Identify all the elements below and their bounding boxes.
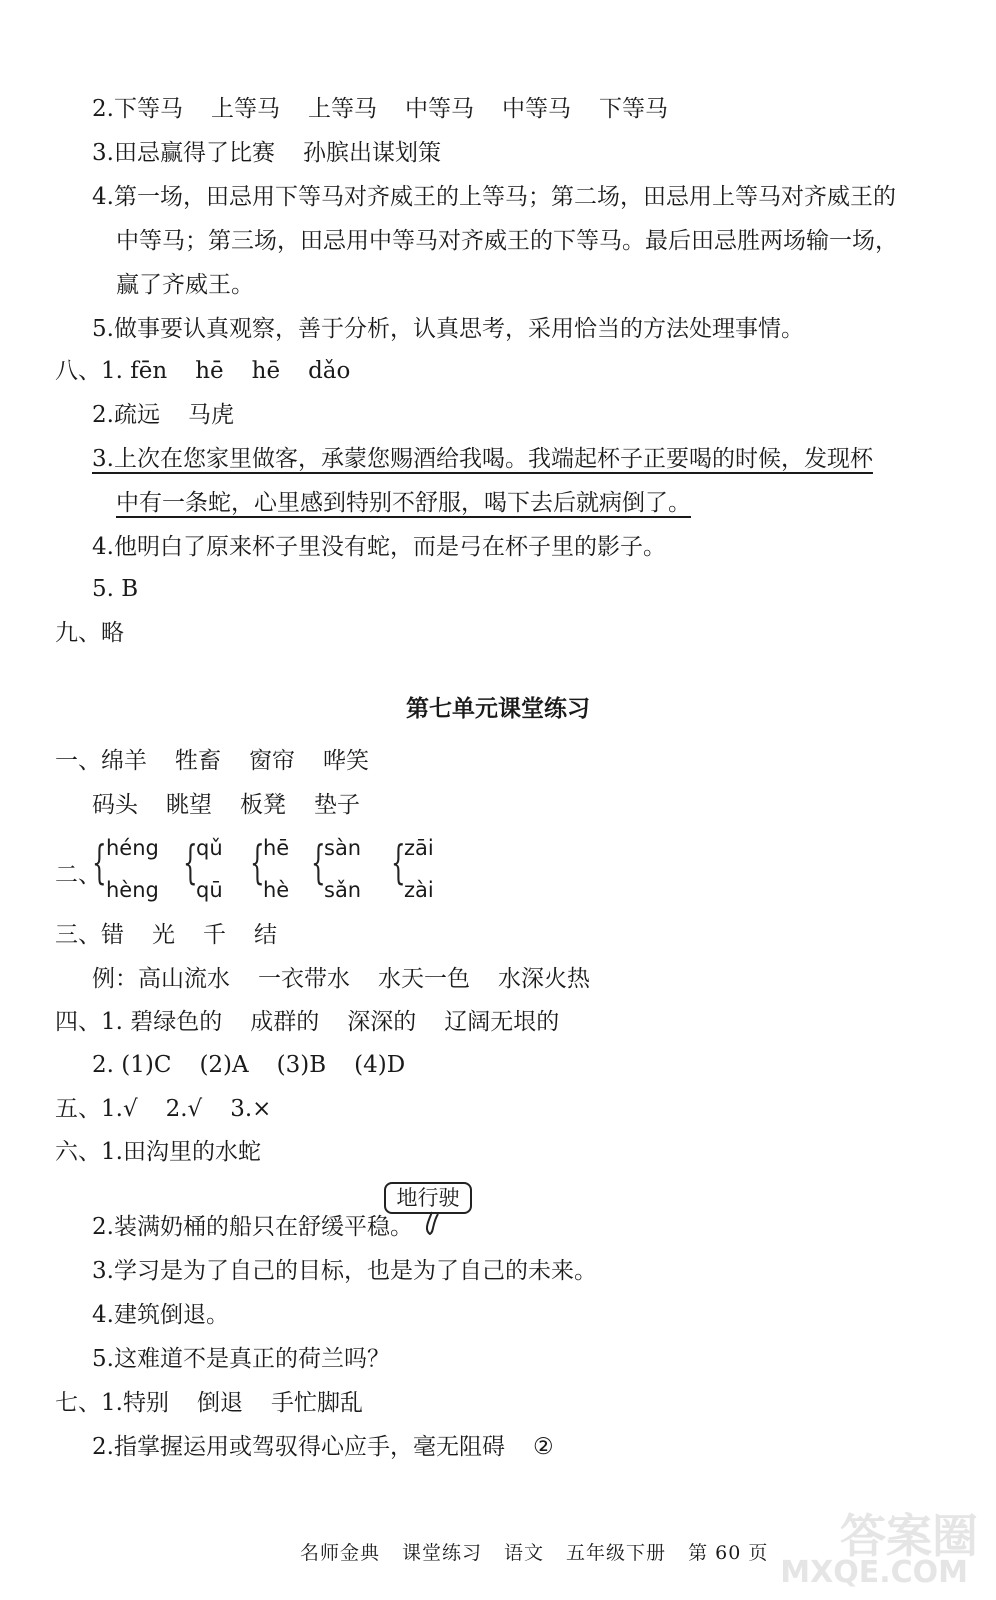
u7-s7-q1: 七、1.特别 倒退 手忙脚乱 xyxy=(55,1390,363,1416)
answer-line-q2: 2.下等马 上等马 上等马 中等马 中等马 下等马 xyxy=(92,96,668,122)
insertion-mark-icon xyxy=(418,1210,448,1240)
watermark-logo: 答案圈 MXQE.COM xyxy=(780,1509,978,1590)
answer-line-q4-2: 中等马；第三场，田忌用中等马对齐威王的下等马。最后田忌胜两场输一场， xyxy=(116,228,898,254)
section8-q3-line2: 中有一条蛇，心里感到特别不舒服，喝下去后就病倒了。 xyxy=(116,490,691,516)
answer-line-q3: 3.田忌赢得了比赛 孙膑出谋划策 xyxy=(92,140,441,166)
section8-q1: 八、1. fēn hē hē dǎo xyxy=(55,358,351,384)
u7-s4-line1: 四、1. 碧绿色的 成群的 深深的 辽阔无垠的 xyxy=(55,1009,560,1035)
u7-s1-line1: 一、绵羊 牲畜 窗帘 哗笑 xyxy=(55,748,369,774)
page-footer: 名师金典 课堂练习 语文 五年级下册 第 60 页 xyxy=(300,1542,769,1564)
u7-s6-q3: 3.学习是为了自己的目标，也是为了自己的未来。 xyxy=(92,1258,597,1284)
brace-icon: { xyxy=(311,835,326,889)
pinyin-top: hē xyxy=(263,836,290,860)
brace-icon: { xyxy=(391,835,406,889)
insertion-box: 地行驶 xyxy=(384,1182,472,1214)
u7-s1-line2: 码头 眺望 板凳 垫子 xyxy=(92,792,360,818)
unit-title: 第七单元课堂练习 xyxy=(406,695,590,722)
u7-s3-line2: 例：高山流水 一衣带水 水天一色 水深火热 xyxy=(92,966,590,992)
pinyin-top: zāi xyxy=(404,836,434,860)
u7-s6-q2: 2.装满奶桶的船只在舒缓平稳。 xyxy=(92,1214,413,1240)
section9: 九、略 xyxy=(55,620,124,646)
section8-q5: 5. B xyxy=(92,576,139,602)
section8-q3-line1: 3.上次在您家里做客，承蒙您赐酒给我喝。我端起杯子正要喝的时候，发现杯 xyxy=(92,446,873,472)
section8-q4: 4.他明白了原来杯子里没有蛇，而是弓在杯子里的影子。 xyxy=(92,534,666,560)
section8-q2: 2.疏远 马虎 xyxy=(92,402,234,428)
pinyin-bottom: hè xyxy=(263,878,290,902)
u7-s5: 五、1.√ 2.√ 3.× xyxy=(55,1096,272,1122)
brace-icon: { xyxy=(183,835,198,889)
brace-icon: { xyxy=(92,835,107,889)
u7-s2-label: 二、 xyxy=(55,862,101,888)
pinyin-bottom: qū xyxy=(196,878,223,902)
u7-s6-q1: 六、1.田沟里的水蛇 xyxy=(55,1139,261,1165)
pinyin-top: sàn xyxy=(324,836,362,860)
answer-line-q5: 5.做事要认真观察，善于分析，认真思考，采用恰当的方法处理事情。 xyxy=(92,316,804,342)
pinyin-bottom: zài xyxy=(404,878,434,902)
u7-s6-q5: 5.这难道不是真正的荷兰吗？ xyxy=(92,1346,390,1372)
u7-s3-line1: 三、错 光 千 结 xyxy=(55,922,277,948)
pinyin-bottom: hèng xyxy=(106,878,159,902)
u7-s4-line2: 2. (1)C (2)A (3)B (4)D xyxy=(92,1052,406,1078)
pinyin-top: qǔ xyxy=(196,836,223,860)
answer-line-q4-3: 赢了齐威王。 xyxy=(116,272,254,298)
answer-line-q4-1: 4.第一场，田忌用下等马对齐威王的上等马；第二场，田忌用上等马对齐威王的 xyxy=(92,184,896,210)
u7-s7-q2: 2.指掌握运用或驾驭得心应手，毫无阻碍 ② xyxy=(92,1434,554,1460)
u7-s6-q4: 4.建筑倒退。 xyxy=(92,1302,229,1328)
pinyin-top: héng xyxy=(106,836,159,860)
brace-icon: { xyxy=(250,835,265,889)
pinyin-bottom: sǎn xyxy=(324,878,362,902)
